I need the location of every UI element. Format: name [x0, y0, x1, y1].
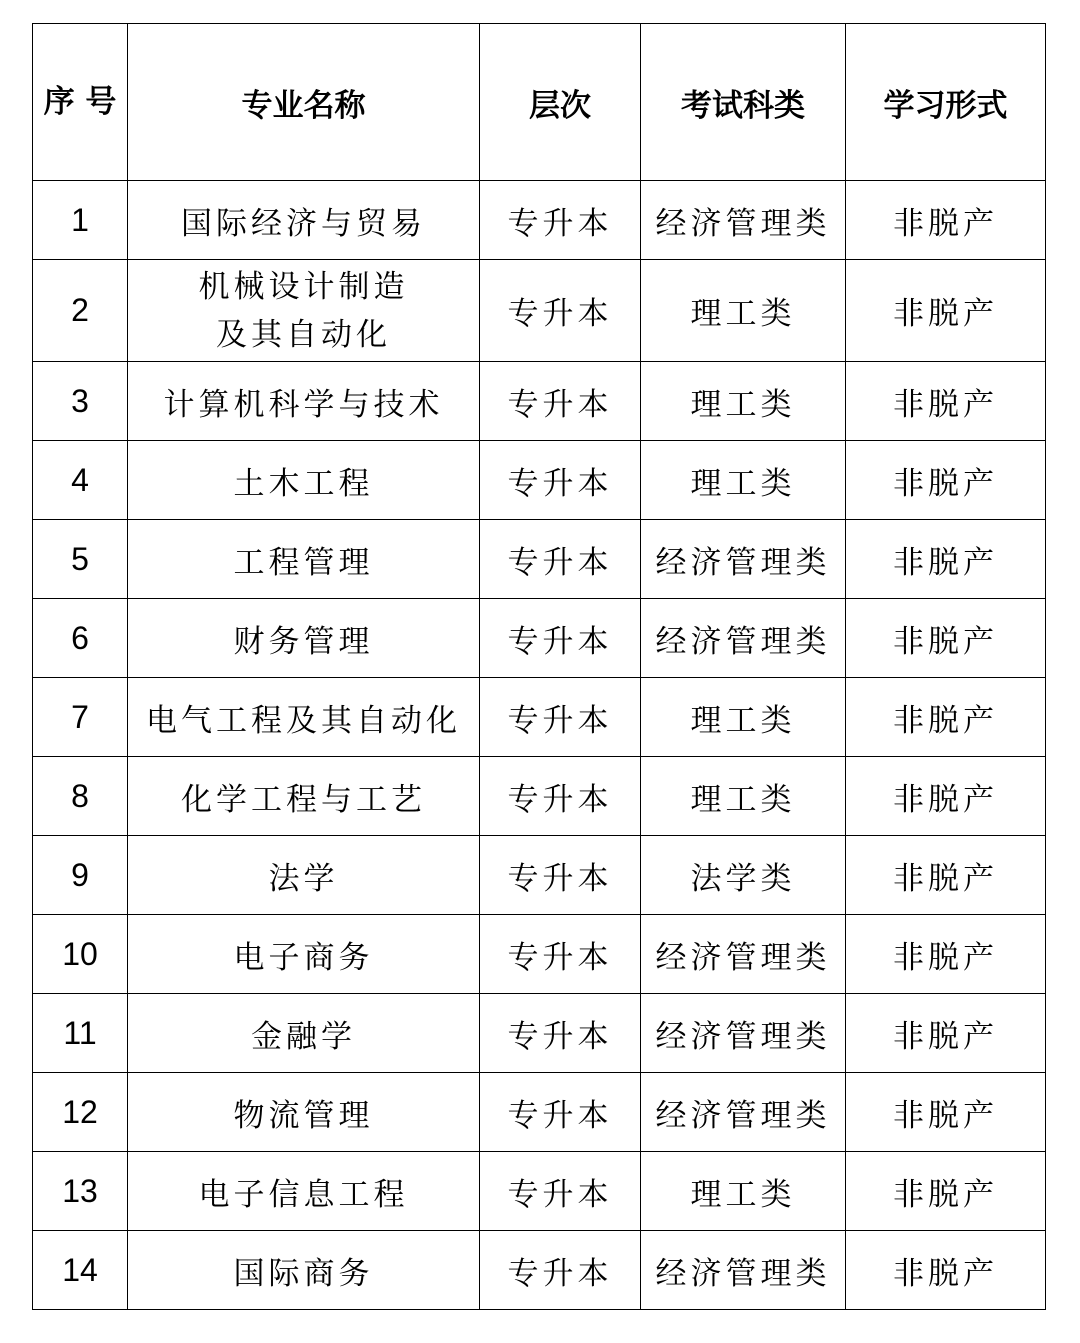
cell-seq: 14 [33, 1231, 128, 1310]
cell-form: 非脱产 [846, 181, 1046, 260]
cell-seq: 7 [33, 678, 128, 757]
cell-form: 非脱产 [846, 757, 1046, 836]
cell-level: 专升本 [480, 994, 641, 1073]
cell-level: 专升本 [480, 1231, 641, 1310]
table-row [33, 1073, 1046, 1152]
cell-name: 土木工程 [128, 441, 480, 520]
cell-seq: 10 [33, 915, 128, 994]
cell-form: 非脱产 [846, 1152, 1046, 1231]
header-exam: 考试科类 [641, 24, 846, 181]
cell-seq: 2 [33, 260, 128, 362]
cell-exam: 经济管理类 [641, 1231, 846, 1310]
header-seq [33, 24, 128, 181]
cell-level: 专升本 [480, 757, 641, 836]
cell-exam: 经济管理类 [641, 994, 846, 1073]
cell-exam: 理工类 [641, 441, 846, 520]
cell-form: 非脱产 [846, 915, 1046, 994]
table-row [33, 994, 1046, 1073]
cell-seq: 8 [33, 757, 128, 836]
cell-seq: 9 [33, 836, 128, 915]
table-row [33, 678, 1046, 757]
cell-level: 专升本 [480, 441, 641, 520]
cell-seq: 12 [33, 1073, 128, 1152]
cell-level: 专升本 [480, 678, 641, 757]
cell-seq: 1 [33, 181, 128, 260]
header-seq-line1: 序 [43, 84, 75, 120]
cell-exam: 法学类 [641, 836, 846, 915]
cell-name: 财务管理 [128, 599, 480, 678]
cell-form: 非脱产 [846, 441, 1046, 520]
cell-name: 电子信息工程 [128, 1152, 480, 1231]
cell-name-line1: 机械设计制造 [198, 268, 409, 305]
cell-form: 非脱产 [846, 362, 1046, 441]
cell-exam: 理工类 [641, 678, 846, 757]
cell-name: 法学 [128, 836, 480, 915]
cell-name: 物流管理 [128, 1073, 480, 1152]
table-row [33, 836, 1046, 915]
table-row [33, 362, 1046, 441]
table-row [33, 260, 1046, 362]
cell-name: 国际经济与贸易 [128, 181, 480, 260]
table-row [33, 757, 1046, 836]
cell-seq: 6 [33, 599, 128, 678]
majors-table [32, 23, 1046, 1310]
cell-form: 非脱产 [846, 836, 1046, 915]
cell-level: 专升本 [480, 362, 641, 441]
cell-level: 专升本 [480, 520, 641, 599]
cell-exam: 经济管理类 [641, 1073, 846, 1152]
cell-name: 电气工程及其自动化 [128, 678, 480, 757]
header-level: 层次 [480, 24, 641, 181]
cell-form: 非脱产 [846, 1231, 1046, 1310]
header-form: 学习形式 [846, 24, 1046, 181]
cell-exam: 理工类 [641, 260, 846, 362]
table-row [33, 1152, 1046, 1231]
header-row [33, 24, 1046, 181]
cell-level: 专升本 [480, 599, 641, 678]
cell-seq: 13 [33, 1152, 128, 1231]
cell-exam: 理工类 [641, 362, 846, 441]
cell-exam: 理工类 [641, 757, 846, 836]
cell-exam: 理工类 [641, 1152, 846, 1231]
cell-name [128, 260, 480, 362]
header-seq-line2: 号 [85, 84, 117, 120]
cell-level: 专升本 [480, 1073, 641, 1152]
table-row [33, 915, 1046, 994]
table-row [33, 181, 1046, 260]
cell-seq: 5 [33, 520, 128, 599]
cell-form: 非脱产 [846, 520, 1046, 599]
cell-name: 国际商务 [128, 1231, 480, 1310]
cell-level: 专升本 [480, 181, 641, 260]
cell-name: 化学工程与工艺 [128, 757, 480, 836]
cell-name: 金融学 [128, 994, 480, 1073]
cell-level: 专升本 [480, 1152, 641, 1231]
cell-form: 非脱产 [846, 599, 1046, 678]
cell-exam: 经济管理类 [641, 599, 846, 678]
cell-level: 专升本 [480, 260, 641, 362]
cell-level: 专升本 [480, 836, 641, 915]
table-row [33, 441, 1046, 520]
cell-level: 专升本 [480, 915, 641, 994]
cell-name: 电子商务 [128, 915, 480, 994]
header-name: 专业名称 [128, 24, 480, 181]
cell-seq: 3 [33, 362, 128, 441]
cell-form: 非脱产 [846, 260, 1046, 362]
cell-exam: 经济管理类 [641, 181, 846, 260]
table-row [33, 520, 1046, 599]
cell-exam: 经济管理类 [641, 520, 846, 599]
cell-name-line2: 及其自动化 [216, 316, 391, 353]
cell-form: 非脱产 [846, 678, 1046, 757]
cell-seq: 4 [33, 441, 128, 520]
table-row [33, 1231, 1046, 1310]
cell-name: 工程管理 [128, 520, 480, 599]
cell-form: 非脱产 [846, 994, 1046, 1073]
table-row [33, 599, 1046, 678]
cell-seq: 11 [33, 994, 128, 1073]
cell-form: 非脱产 [846, 1073, 1046, 1152]
cell-exam: 经济管理类 [641, 915, 846, 994]
cell-name: 计算机科学与技术 [128, 362, 480, 441]
